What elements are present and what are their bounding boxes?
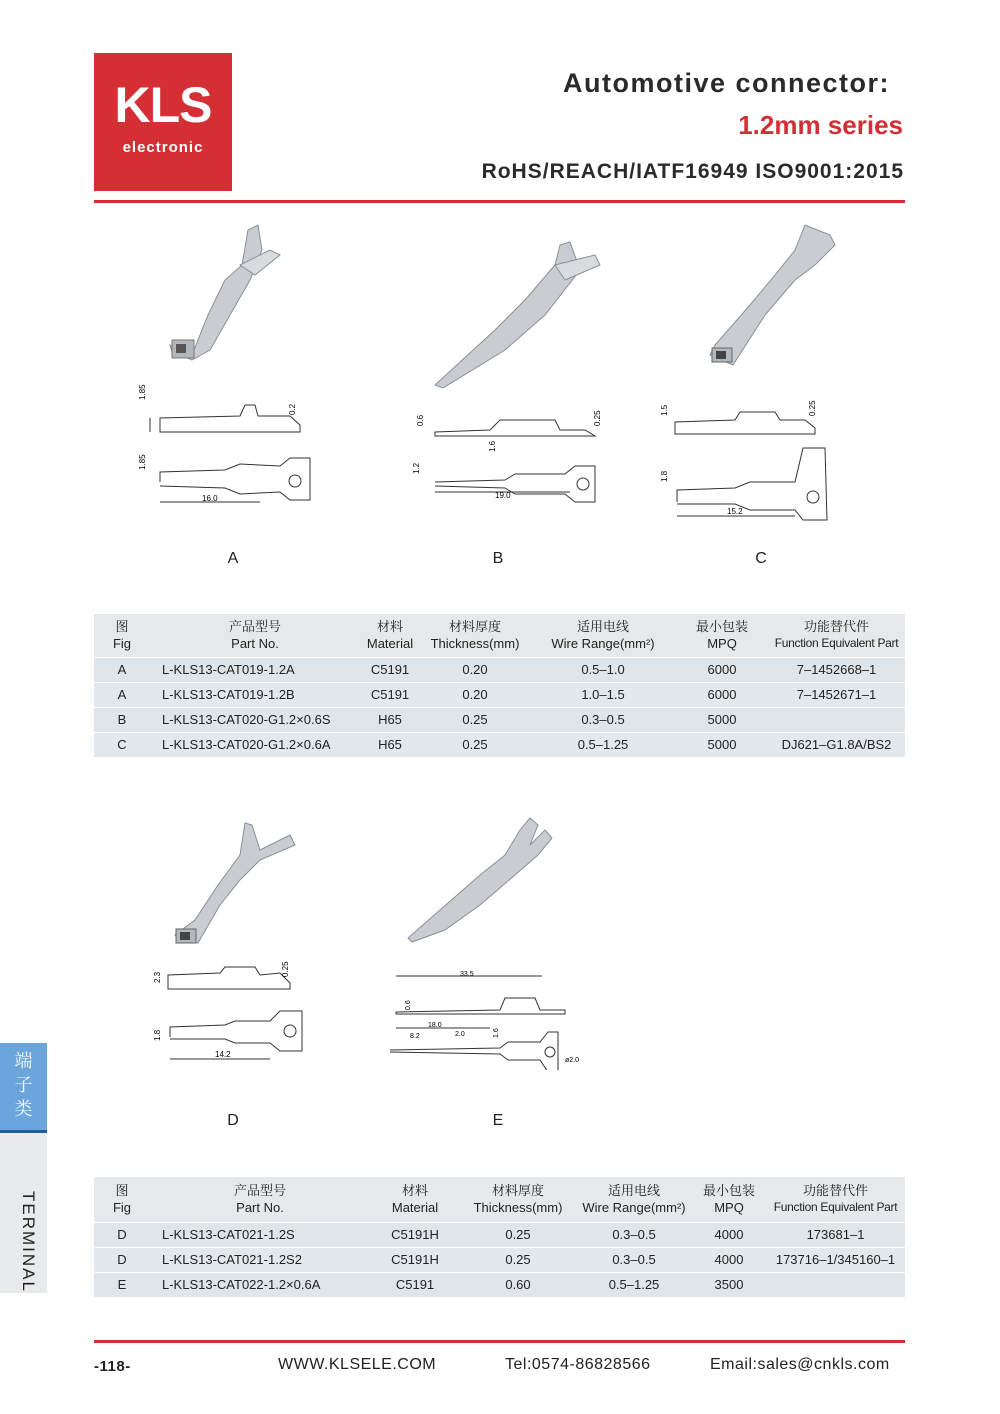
cell-part: L-KLS13-CAT020-G1.2×0.6S	[150, 707, 360, 732]
dim-c-thick: 0.25	[808, 400, 817, 416]
col-equivalent: 功能替代件 Function Equivalent Part	[766, 1177, 905, 1222]
dim-a-thick: 0.2	[288, 403, 297, 415]
terminal-b-side-view	[435, 420, 595, 436]
dim-a-len: 16.0	[202, 494, 218, 503]
cell-thickness: 0.20	[420, 682, 530, 707]
page-title: Automotive connector:	[562, 68, 890, 98]
figure-b-label: B	[492, 550, 504, 567]
cell-wire: 0.5–1.0	[530, 657, 676, 682]
col-part: 产品型号 Part No.	[150, 614, 360, 657]
dim-d-h1: 2.3	[153, 971, 162, 983]
cell-material: C5191H	[370, 1222, 460, 1247]
terminal-c-top-view	[677, 448, 827, 520]
dim-c-h2: 1.8	[660, 470, 669, 482]
col-mpq: 最小包装 MPQ	[676, 614, 768, 657]
logo-text: KLS	[114, 77, 212, 133]
figure-d-label: D	[227, 1112, 239, 1129]
category-tab-en-box	[0, 1133, 47, 1293]
terminal-c-photo	[710, 225, 835, 365]
cell-mpq: 4000	[692, 1222, 766, 1247]
cell-fig: E	[94, 1272, 150, 1297]
table-row	[94, 707, 905, 732]
dim-e-a: 18.0	[428, 1022, 442, 1029]
cell-mpq: 5000	[676, 707, 768, 732]
logo-subtext: electronic	[122, 139, 204, 156]
cell-part: L-KLS13-CAT020-G1.2×0.6A	[150, 732, 360, 757]
cell-part: L-KLS13-CAT019-1.2A	[150, 657, 360, 682]
cell-mpq: 6000	[676, 657, 768, 682]
dim-e-b: 2.0	[455, 1031, 465, 1038]
cell-thickness: 0.25	[420, 707, 530, 732]
cell-part: L-KLS13-CAT022-1.2×0.6A	[150, 1272, 370, 1297]
cell-mpq: 3500	[692, 1272, 766, 1297]
table-row	[94, 1222, 905, 1247]
header-divider	[94, 200, 905, 203]
figure-e-drawing	[380, 810, 580, 1070]
cell-wire: 0.5–1.25	[576, 1272, 692, 1297]
cell-fig: D	[94, 1247, 150, 1272]
table-row	[94, 732, 905, 757]
col-thickness: 材料厚度 Thickness(mm)	[460, 1177, 576, 1222]
cell-material: C5191	[370, 1272, 460, 1297]
cell-material: C5191	[360, 682, 420, 707]
cell-mpq: 4000	[692, 1247, 766, 1272]
series-title: 1.2mm series	[738, 110, 903, 140]
dim-b-thick: 0.25	[593, 410, 602, 426]
cell-fig: D	[94, 1222, 150, 1247]
figure-e-label: E	[492, 1112, 504, 1129]
category-tab-cn: 端 子 类	[14, 1051, 33, 1119]
category-tab-en: TERMINAL	[19, 1191, 38, 1293]
dim-e-h1: 0.6	[405, 1000, 412, 1010]
footer-divider	[94, 1340, 905, 1343]
dim-c-len: 15.2	[727, 507, 743, 516]
spec-table-1	[94, 614, 905, 757]
dim-d-len: 14.2	[215, 1050, 231, 1059]
col-material: 材料 Material	[370, 1177, 460, 1222]
cell-material: C5191	[360, 657, 420, 682]
cell-wire: 0.3–0.5	[530, 707, 676, 732]
table-row	[94, 1272, 905, 1297]
cell-fig: A	[94, 682, 150, 707]
terminal-b-photo	[435, 242, 600, 388]
terminal-d-side-view	[168, 967, 290, 989]
terminal-e-photo	[408, 818, 552, 942]
terminal-d-top-view	[170, 1011, 302, 1059]
cell-equivalent: 7–1452668–1	[768, 657, 905, 682]
cell-material: H65	[360, 707, 420, 732]
cell-equivalent: DJ621–G1.8A/BS2	[768, 732, 905, 757]
cell-thickness: 0.20	[420, 657, 530, 682]
cell-wire: 0.3–0.5	[576, 1247, 692, 1272]
table-row	[94, 1247, 905, 1272]
col-part: 产品型号 Part No.	[150, 1177, 370, 1222]
spec-table-2	[94, 1177, 905, 1297]
cell-fig: A	[94, 657, 150, 682]
cell-wire: 0.5–1.25	[530, 732, 676, 757]
figure-b-drawing	[405, 230, 625, 530]
terminal-a-side-view	[150, 405, 300, 432]
dim-b-len: 19.0	[495, 491, 511, 500]
figure-a-drawing	[130, 220, 330, 520]
terminal-c-side-view	[675, 412, 815, 434]
cell-equivalent: 173716–1/345160–1	[766, 1247, 905, 1272]
figure-a-label: A	[227, 550, 239, 567]
category-tab	[0, 1043, 47, 1133]
page-number: -118-	[94, 1358, 131, 1375]
cell-equivalent	[768, 707, 905, 732]
dim-e-total: 33.5	[460, 971, 474, 978]
cell-thickness: 0.25	[460, 1222, 576, 1247]
cell-wire: 1.0–1.5	[530, 682, 676, 707]
dim-e-hole: ø2.0	[565, 1057, 580, 1064]
dim-e-d: 8.2	[410, 1033, 420, 1040]
table-header-row	[94, 1177, 905, 1222]
cell-material: C5191H	[370, 1247, 460, 1272]
dim-c-h1: 1.5	[660, 404, 669, 416]
col-material: 材料 Material	[360, 614, 420, 657]
dim-a-h1: 1.85	[138, 384, 147, 400]
cell-equivalent	[766, 1272, 905, 1297]
footer-email[interactable]: Email:sales@cnkls.com	[710, 1356, 890, 1373]
cell-wire: 0.3–0.5	[576, 1222, 692, 1247]
cell-equivalent: 173681–1	[766, 1222, 905, 1247]
col-fig: 图 Fig	[94, 614, 150, 657]
terminal-d-photo	[175, 823, 295, 943]
cell-equivalent: 7–1452671–1	[768, 682, 905, 707]
col-wire: 适用电线 Wire Range(mm²)	[576, 1177, 692, 1222]
col-thickness: 材料厚度 Thickness(mm)	[420, 614, 530, 657]
kls-logo	[94, 53, 232, 191]
terminal-a-top-view	[160, 458, 310, 502]
terminal-e-side-view	[396, 976, 565, 1014]
table-row	[94, 682, 905, 707]
dim-e-c: 1.6	[493, 1028, 500, 1038]
terminal-b-top-view	[435, 466, 595, 502]
cell-material: H65	[360, 732, 420, 757]
figure-d-drawing	[140, 815, 320, 1075]
col-fig: 图 Fig	[94, 1177, 150, 1222]
col-equivalent: 功能替代件 Function Equivalent Part	[768, 614, 905, 657]
dim-a-h2: 1.85	[138, 454, 147, 470]
cell-part: L-KLS13-CAT019-1.2B	[150, 682, 360, 707]
figure-c-label: C	[755, 550, 767, 567]
table-header-row	[94, 614, 905, 657]
cell-part: L-KLS13-CAT021-1.2S2	[150, 1247, 370, 1272]
footer-tel: Tel:0574-86828566	[505, 1356, 651, 1373]
cell-fig: C	[94, 732, 150, 757]
cell-thickness: 0.25	[460, 1247, 576, 1272]
certifications: RoHS/REACH/IATF16949 ISO9001:2015	[481, 160, 904, 183]
cell-mpq: 5000	[676, 732, 768, 757]
dim-b-h1: 0.6	[416, 414, 425, 426]
cell-fig: B	[94, 707, 150, 732]
dim-b-mid: 1.6	[488, 440, 497, 452]
col-mpq: 最小包装 MPQ	[692, 1177, 766, 1222]
col-wire: 适用电线 Wire Range(mm²)	[530, 614, 676, 657]
cell-thickness: 0.60	[460, 1272, 576, 1297]
cell-thickness: 0.25	[420, 732, 530, 757]
cell-part: L-KLS13-CAT021-1.2S	[150, 1222, 370, 1247]
dim-b-h2: 1.2	[412, 462, 421, 474]
dim-d-thick: 0.25	[281, 961, 290, 977]
cell-mpq: 6000	[676, 682, 768, 707]
terminal-a-photo	[170, 225, 280, 360]
dim-d-h2: 1.8	[153, 1029, 162, 1041]
table-row	[94, 657, 905, 682]
figure-c-drawing	[655, 220, 855, 530]
footer-website[interactable]: WWW.KLSELE.COM	[278, 1356, 437, 1373]
